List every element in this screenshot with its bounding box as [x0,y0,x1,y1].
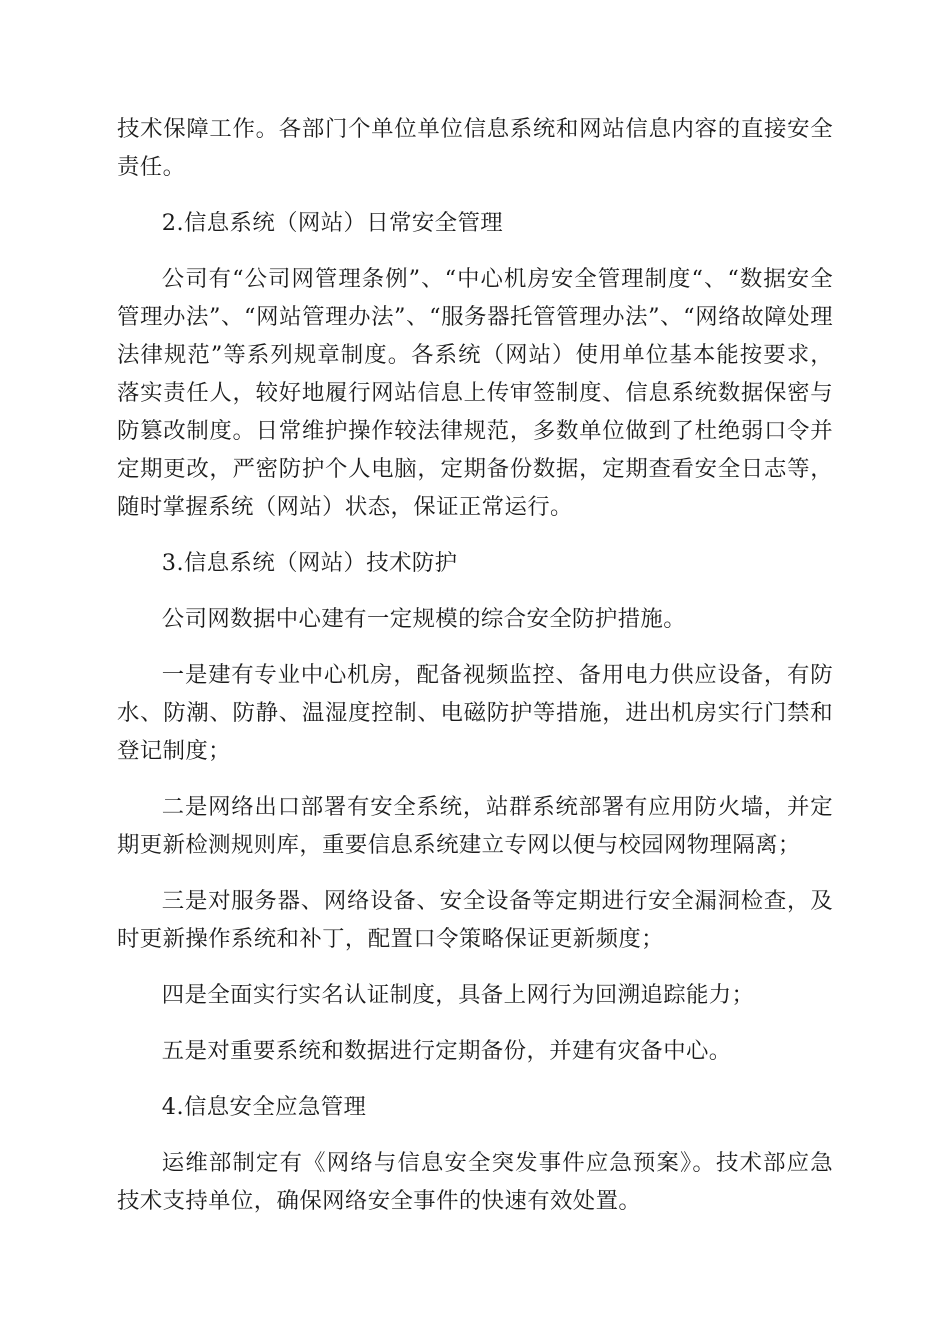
paragraph-protection-intro: 公司网数据中心建有一定规模的综合安全防护措施。 [161,606,686,632]
paragraph-measure-two: 二是网络出口部署有安全系统，站群系统部署有应用防火墙，并定期更新检测规则库，重要信息系统建立专网以便与校园网物理隔离； [117,794,833,858]
document-body [117,110,833,1238]
paragraph-measure-three: 三是对服务器、网络设备、安全设备等定期进行安全漏洞检查，及时更新操作系统和补丁，配置口令策略保证更新频度； [117,888,833,952]
paragraph-measure-four: 四是全面实行实名认证制度，具备上网行为回溯追踪能力； [161,982,755,1008]
section-heading-emergency-management: 4.信息安全应急管理 [161,1094,367,1120]
section-heading-technical-protection: 3.信息系统（网站）技术防护 [161,550,458,576]
paragraph-regulations: 公司有“公司网管理条例”、“中心机房安全管理制度“、“数据安全管理办法”、“网站管理办法”、“服务器托管管理办法”、“网络故障处理法律规范”等系列规章制度。各系统（网站）使用单位基本能按要求，落实责任人，较好地履行网站信息上传审签制度、信息系统数据保密与防篡改制度。日常维护操作较法律规范，多数单位做到了杜绝弱口令并定期更改，严密防护个人电脑，定期备份数据，定期查看安全日志等，随时掌握系统（网站）状态，保证正常运行。 [117,266,833,520]
paragraph-emergency-plan: 运维部制定有《网络与信息安全突发事件应急预案》。技术部应急技术支持单位，确保网络安全事件的快速有效处置。 [117,1150,833,1214]
paragraph-measure-one: 一是建有专业中心机房，配备视频监控、备用电力供应设备，有防水、防潮、防静、温湿度控制、电磁防护等措施，进出机房实行门禁和登记制度； [117,662,833,764]
paragraph-measure-five: 五是对重要系统和数据进行定期备份，并建有灾备中心。 [161,1038,732,1064]
section-heading-daily-security: 2.信息系统（网站）日常安全管理 [161,210,504,236]
paragraph-responsibility-continued: 技术保障工作。各部门个单位单位信息系统和网站信息内容的直接安全责任。 [117,116,833,180]
